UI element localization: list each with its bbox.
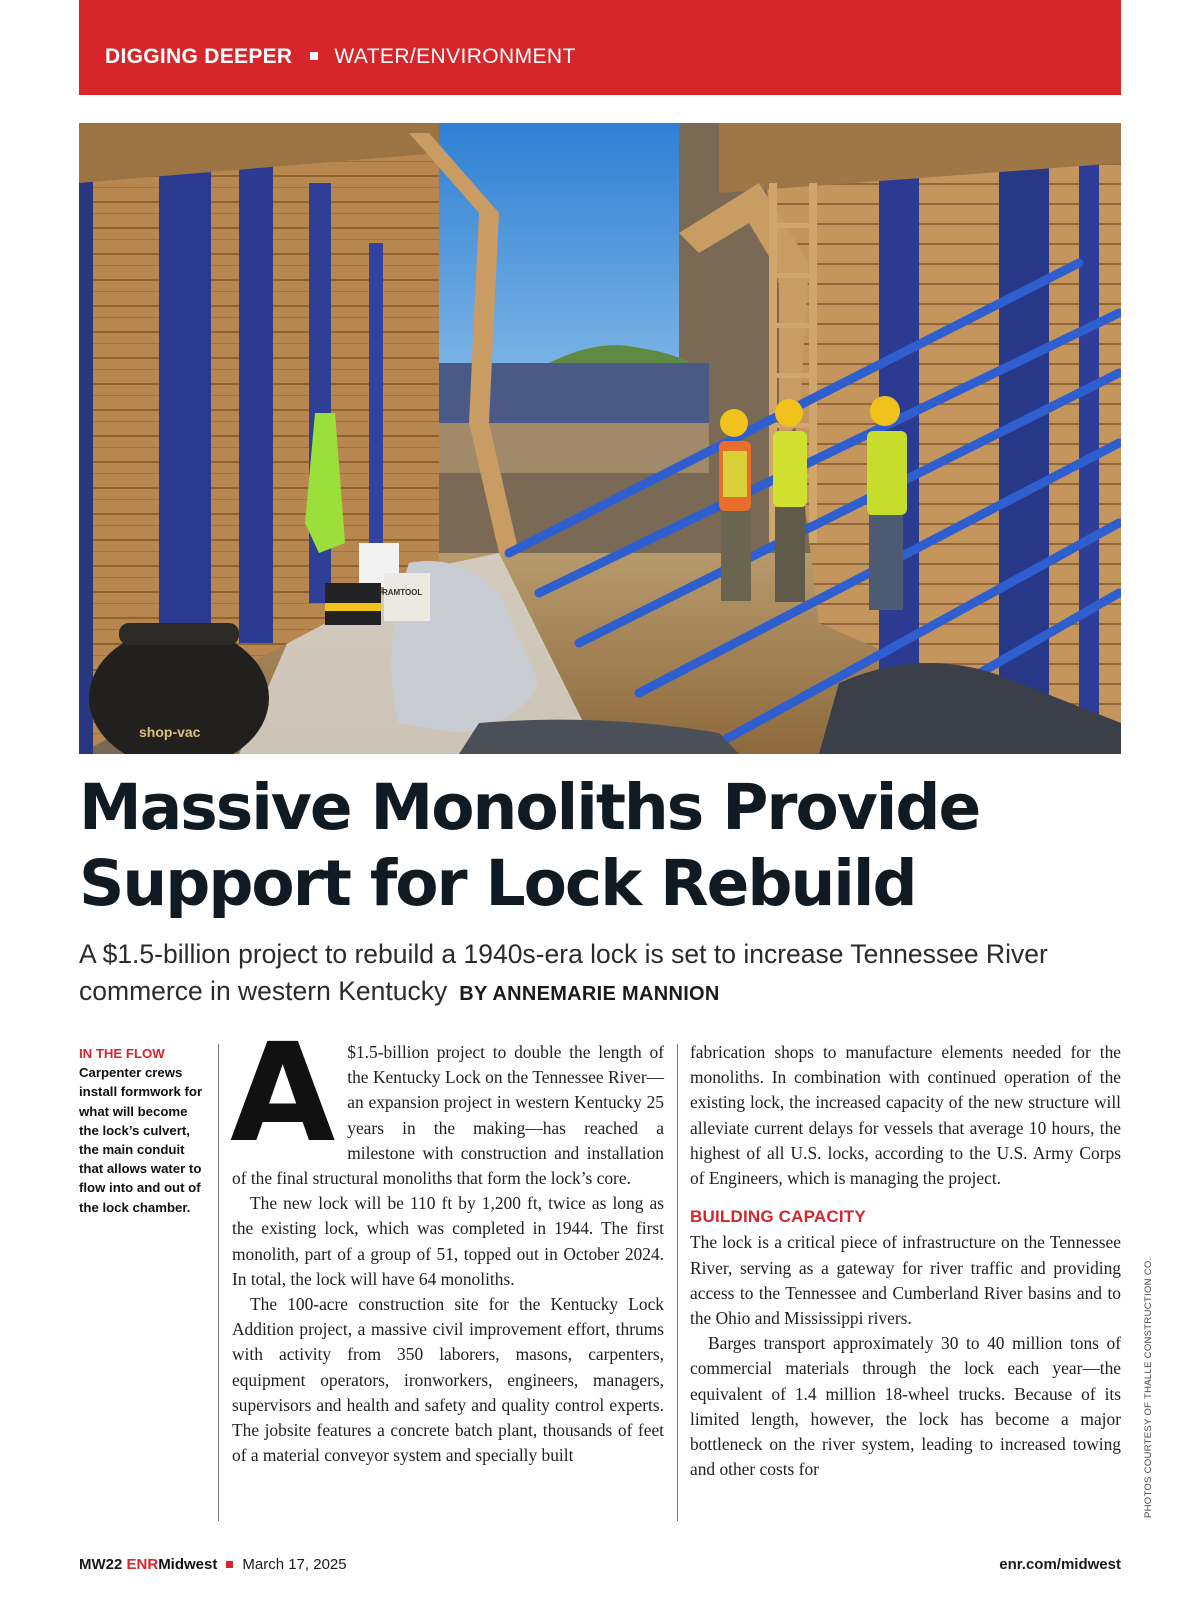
drop-cap: A: [230, 1015, 336, 1173]
dek-text: A $1.5-billion project to rebuild a 1940s-era lock is set to increase Tennessee River commerce in western Kentucky: [79, 939, 1048, 1006]
article-dek: [79, 936, 1139, 1013]
footer-separator: [226, 1561, 233, 1568]
body-paragraph-1: $1.5-billion project to double the length of the Kentucky Lock on the Tennessee River—an expansion project in western Kentucky 25 years in the making—has reached a milestone with construction and installation of the final structural monoliths that form the lock’s core.: [232, 1042, 664, 1189]
column-rule-1: [218, 1044, 219, 1521]
footer-folio: [79, 1554, 347, 1576]
banner-separator: [310, 52, 318, 60]
issue-date: March 17, 2025: [242, 1556, 347, 1573]
caption-text: Carpenter crews install formwork for what will become the lock’s culvert, the main conduit that allows water to flow into and out of the lock chamber.: [79, 1065, 203, 1215]
body-paragraph-3: The 100-acre construction site for the Kentucky Lock Addition project, a massive civil improvement effort, thrums with activity from 350 laborers, masons, carpenters, equipment operators, ironworkers, engineers, managers, supervisors and health and safety and quality control experts. The jobsite features a concrete batch plant, thousands of feet of a material conveyor system and specially built: [232, 1294, 664, 1466]
body-paragraph-6: Barges transport approximately 30 to 40 million tons of commercial materials through the lock each year—the equivalent of 1.4 million 18-wheel trucks. Because of its limited length, however, the lock has become a major bottleneck on the river system, leading to increased towing and other costs for: [690, 1333, 1121, 1480]
byline: BY ANNEMARIE MANNION: [459, 983, 720, 1005]
body-column-2: [690, 1040, 1121, 1482]
section-banner: [79, 0, 1121, 95]
brand-region: Midwest: [158, 1556, 218, 1573]
page-number: MW22: [79, 1556, 123, 1573]
photo-credit: PHOTOS COURTESY OF THALLE CONSTRUCTION CO.: [1143, 1257, 1154, 1518]
body-column-1: [230, 1015, 664, 1468]
banner-section: WATER/ENVIRONMENT: [334, 45, 576, 68]
shop-vac-label: shop-vac: [139, 724, 201, 740]
body-paragraph-2: The new lock will be 110 ft by 1,200 ft, twice as long as the existing lock, which was completed in 1944. The first monolith, part of a group of 51, topped out in October 2024. In total, the lock will have 64 monoliths.: [232, 1193, 664, 1289]
article-headline: [79, 770, 1139, 922]
body-paragraph-5: The lock is a critical piece of infrastructure on the Tennessee River, serving as a gateway for river traffic and providing access to the Tennessee and Cumberland River basins and to the Ohio and Mississippi rivers.: [690, 1232, 1121, 1329]
photo-caption: [79, 1044, 207, 1217]
headline-line-1: Massive Monoliths Provide: [79, 771, 980, 844]
brand-enr-logo: ENR: [126, 1556, 159, 1573]
bucket-label: RAMTOOL: [382, 588, 423, 597]
body-paragraph-4: fabrication shops to manufacture elements needed for the monoliths. In combination with continued operation of the existing lock, the increased capacity of the new structure will alleviate current delays for vessels that average 10 hours, the highest of all U.S. locks, according to the U.S. Army Corps of Engineers, which is managing the project.: [690, 1042, 1121, 1189]
subhead-building-capacity: BUILDING CAPACITY: [690, 1207, 866, 1227]
banner-kicker: DIGGING DEEPER: [105, 45, 293, 68]
caption-label: IN THE FLOW: [79, 1046, 165, 1061]
footer-url[interactable]: enr.com/midwest: [999, 1556, 1121, 1573]
headline-line-2: Support for Lock Rebuild: [79, 847, 916, 920]
hero-photo: [79, 123, 1121, 754]
page-footer: [79, 1554, 1121, 1576]
column-rule-2: [677, 1044, 678, 1521]
